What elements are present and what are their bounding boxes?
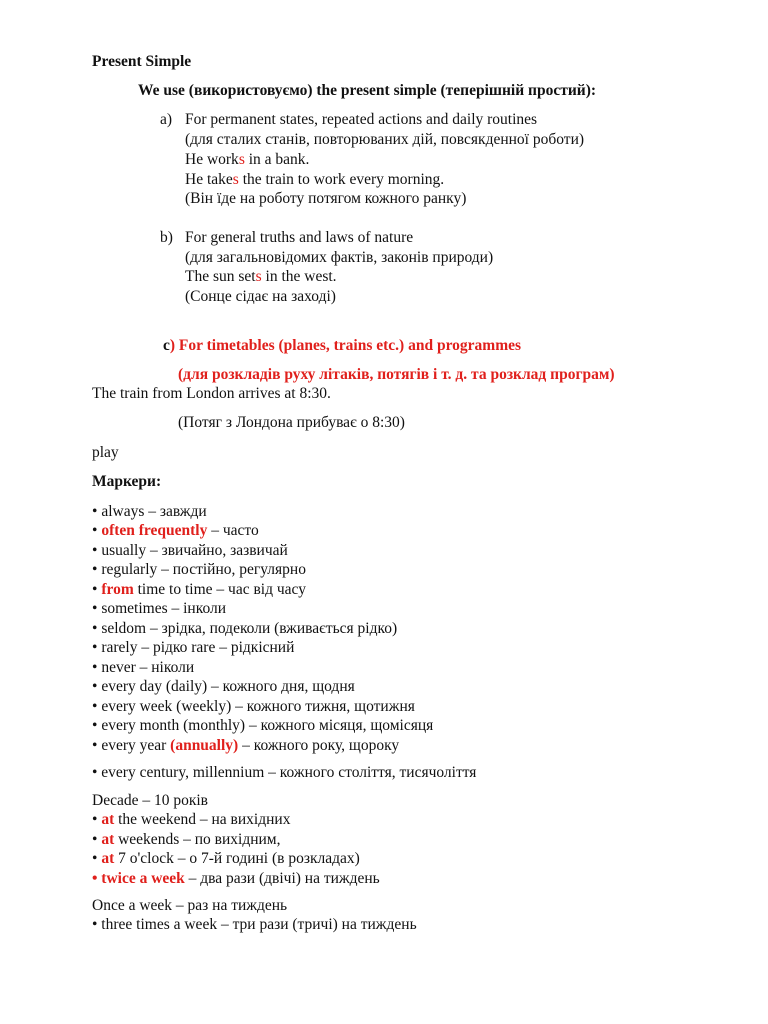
text-fragment: • bbox=[92, 737, 98, 754]
text-fragment: from bbox=[97, 581, 134, 598]
list-item bbox=[92, 599, 226, 619]
list-item bbox=[92, 849, 360, 869]
example-text: He work bbox=[185, 151, 239, 168]
list-item bbox=[92, 869, 380, 889]
section-b-line-1: For general truths and laws of nature bbox=[185, 229, 414, 246]
example-text: in the west. bbox=[261, 268, 337, 285]
section-a-translation: (Він їде на роботу потягом кожного ранку) bbox=[185, 190, 467, 207]
verb-ending-s: s bbox=[255, 268, 262, 285]
list-item bbox=[92, 619, 397, 639]
section-c-subheading: (для розкладів руху літаків, потягів і т. д. та розклад програм) bbox=[178, 366, 615, 383]
text-fragment: – часто bbox=[207, 522, 259, 539]
section-a-line-2: (для сталих станів, повторюваних дій, повсякденної роботи) bbox=[185, 131, 585, 148]
once-line: Once a week – раз на тиждень bbox=[92, 897, 288, 914]
century-line: • every century, millennium – кожного століття, тисячоліття bbox=[92, 764, 477, 781]
play-word: play bbox=[92, 444, 119, 461]
list-item bbox=[92, 521, 259, 541]
section-a-marker: a) bbox=[160, 111, 173, 128]
list-item bbox=[92, 716, 433, 736]
section-b-marker: b) bbox=[160, 229, 173, 246]
text-fragment: • bbox=[92, 811, 98, 828]
text-fragment: never – ніколи bbox=[97, 659, 195, 676]
section-b-line-2: (для загальновідомих фактів, законів природи) bbox=[185, 249, 494, 266]
text-fragment: at bbox=[97, 811, 115, 828]
list-item bbox=[92, 580, 306, 600]
text-fragment: (annually) bbox=[170, 737, 239, 754]
text-fragment: sometimes – інколи bbox=[97, 600, 227, 617]
page-title: Present Simple bbox=[92, 53, 192, 70]
list-item bbox=[92, 638, 294, 658]
markers-title: Маркери: bbox=[92, 473, 162, 490]
example-text: He take bbox=[185, 171, 233, 188]
text-fragment: • bbox=[92, 561, 98, 578]
section-b-translation: (Сонце сідає на заході) bbox=[185, 288, 336, 305]
text-fragment: • bbox=[92, 639, 98, 656]
three-times-line: • three times a week – три рази (тричі) на тиждень bbox=[92, 916, 417, 933]
text-fragment: • bbox=[92, 659, 98, 676]
text-fragment: every week (weekly) – кожного тижня, щотижня bbox=[97, 698, 415, 715]
section-c-heading-text: ) For timetables (planes, trains etc.) and programmes bbox=[169, 337, 522, 354]
text-fragment: • bbox=[92, 522, 98, 539]
text-fragment: seldom – зрідка, подеколи (вживається рідко) bbox=[97, 620, 398, 637]
example-text: the train to work every morning. bbox=[238, 171, 445, 188]
text-fragment: – кожного року, щороку bbox=[238, 737, 400, 754]
list-item bbox=[92, 736, 399, 756]
text-fragment: • bbox=[92, 620, 98, 637]
section-a-example-1 bbox=[185, 150, 309, 170]
text-fragment: regularly – постійно, регулярно bbox=[97, 561, 306, 578]
text-fragment: • bbox=[92, 581, 98, 598]
section-c-translation: (Потяг з Лондона прибуває о 8:30) bbox=[178, 414, 405, 431]
list-item bbox=[92, 830, 280, 850]
example-text: The sun set bbox=[185, 268, 256, 285]
text-fragment: • bbox=[92, 600, 98, 617]
section-c-marker: c bbox=[163, 337, 170, 354]
text-fragment: at bbox=[97, 831, 115, 848]
text-fragment: • bbox=[92, 831, 98, 848]
text-fragment: • bbox=[92, 850, 98, 867]
section-c-example: The train from London arrives at 8:30. bbox=[92, 385, 331, 402]
text-fragment: always – завжди bbox=[97, 503, 207, 520]
intro-line: We use (використовуємо) the present simple (теперішній простий): bbox=[138, 82, 597, 99]
section-c-heading bbox=[163, 336, 521, 356]
text-fragment: every year bbox=[97, 737, 171, 754]
text-fragment: time to time – час від часу bbox=[133, 581, 306, 598]
text-fragment: weekends – по вихідним, bbox=[114, 831, 281, 848]
text-fragment: • bbox=[92, 698, 98, 715]
verb-ending-s: s bbox=[238, 151, 245, 168]
text-fragment: • twice a week bbox=[92, 870, 185, 887]
section-b-example bbox=[185, 267, 337, 287]
text-fragment: 7 o'clock – о 7-й годині (в розкладах) bbox=[114, 850, 360, 867]
text-fragment: every month (monthly) – кожного місяця, щомісяця bbox=[97, 717, 434, 734]
list-item bbox=[92, 677, 355, 697]
text-fragment: • bbox=[92, 542, 98, 559]
text-fragment: • bbox=[92, 503, 98, 520]
text-fragment: usually – звичайно, зазвичай bbox=[97, 542, 288, 559]
section-a-line-1: For permanent states, repeated actions and daily routines bbox=[185, 111, 538, 128]
decade-line: Decade – 10 років bbox=[92, 792, 208, 809]
text-fragment: every day (daily) – кожного дня, щодня bbox=[97, 678, 355, 695]
list-item bbox=[92, 541, 288, 561]
text-fragment: at bbox=[97, 850, 115, 867]
text-fragment: rarely – рідко rare – рідкісний bbox=[97, 639, 295, 656]
list-item bbox=[92, 810, 290, 830]
text-fragment: • bbox=[92, 717, 98, 734]
verb-ending-s: s bbox=[232, 171, 239, 188]
text-fragment: the weekend – на вихідних bbox=[114, 811, 291, 828]
list-item bbox=[92, 658, 194, 678]
example-text: in a bank. bbox=[244, 151, 310, 168]
text-fragment: – два рази (двічі) на тиждень bbox=[184, 870, 380, 887]
section-a-example-2 bbox=[185, 170, 444, 190]
list-item bbox=[92, 502, 207, 522]
list-item bbox=[92, 697, 415, 717]
text-fragment: • bbox=[92, 678, 98, 695]
text-fragment: often frequently bbox=[97, 522, 208, 539]
list-item bbox=[92, 560, 306, 580]
